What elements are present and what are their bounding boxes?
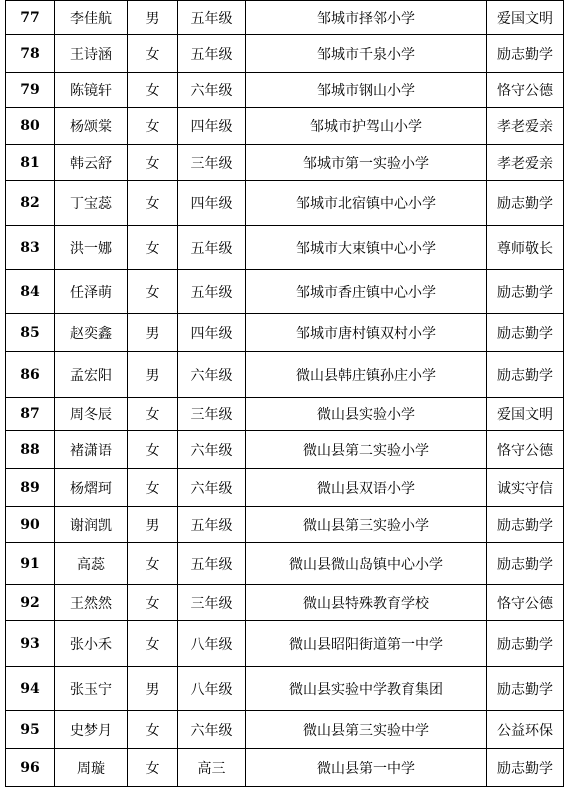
honor-category-cell: 励志勤学 <box>487 543 564 585</box>
row-number-cell: 89 <box>6 469 55 507</box>
table-row <box>6 398 564 431</box>
row-number-cell: 93 <box>6 621 55 667</box>
table-row <box>6 108 564 145</box>
student-grade-cell: 三年级 <box>178 398 246 431</box>
school-name-cell: 微山县韩庄镇孙庄小学 <box>246 352 487 398</box>
school-name-cell: 邹城市大束镇中心小学 <box>246 226 487 270</box>
student-name-cell: 王然然 <box>55 585 128 621</box>
row-number-cell: 85 <box>6 314 55 352</box>
row-number-cell: 94 <box>6 667 55 711</box>
student-sex-cell: 男 <box>128 667 178 711</box>
student-sex-cell: 男 <box>128 507 178 543</box>
student-name-cell: 韩云舒 <box>55 145 128 181</box>
student-sex-cell: 女 <box>128 145 178 181</box>
school-name-cell: 邹城市钢山小学 <box>246 73 487 108</box>
student-sex-cell: 女 <box>128 431 178 469</box>
row-number-cell: 87 <box>6 398 55 431</box>
student-sex-cell: 女 <box>128 621 178 667</box>
student-name-cell: 赵奕鑫 <box>55 314 128 352</box>
student-grade-cell: 高三 <box>178 749 246 787</box>
honor-category-cell: 励志勤学 <box>487 181 564 226</box>
honor-category-cell: 尊师敬长 <box>487 226 564 270</box>
school-name-cell: 邹城市择邻小学 <box>246 1 487 35</box>
student-name-cell: 谢润凯 <box>55 507 128 543</box>
table-row <box>6 145 564 181</box>
honor-category-cell: 孝老爱亲 <box>487 145 564 181</box>
table-row <box>6 1 564 35</box>
honor-category-cell: 励志勤学 <box>487 749 564 787</box>
student-name-cell: 杨熠珂 <box>55 469 128 507</box>
school-name-cell: 微山县微山岛镇中心小学 <box>246 543 487 585</box>
school-name-cell: 微山县双语小学 <box>246 469 487 507</box>
school-name-cell: 微山县实验中学教育集团 <box>246 667 487 711</box>
school-name-cell: 微山县昭阳街道第一中学 <box>246 621 487 667</box>
row-number-cell: 83 <box>6 226 55 270</box>
table-row <box>6 181 564 226</box>
row-number-cell: 77 <box>6 1 55 35</box>
table-row <box>6 543 564 585</box>
student-name-cell: 周冬辰 <box>55 398 128 431</box>
student-name-cell: 李佳航 <box>55 1 128 35</box>
student-name-cell: 王诗涵 <box>55 35 128 73</box>
student-grade-cell: 六年级 <box>178 352 246 398</box>
table-body <box>6 1 564 787</box>
table-row <box>6 314 564 352</box>
student-sex-cell: 女 <box>128 749 178 787</box>
row-number-cell: 92 <box>6 585 55 621</box>
school-name-cell: 微山县特殊教育学校 <box>246 585 487 621</box>
student-sex-cell: 女 <box>128 73 178 108</box>
honor-category-cell: 励志勤学 <box>487 270 564 314</box>
student-name-cell: 高蕊 <box>55 543 128 585</box>
student-sex-cell: 女 <box>128 35 178 73</box>
honor-category-cell: 励志勤学 <box>487 507 564 543</box>
row-number-cell: 95 <box>6 711 55 749</box>
table-row <box>6 507 564 543</box>
student-grade-cell: 六年级 <box>178 431 246 469</box>
student-sex-cell: 女 <box>128 711 178 749</box>
row-number-cell: 90 <box>6 507 55 543</box>
student-grade-cell: 五年级 <box>178 1 246 35</box>
school-name-cell: 邹城市护驾山小学 <box>246 108 487 145</box>
school-name-cell: 邹城市第一实验小学 <box>246 145 487 181</box>
table-row <box>6 431 564 469</box>
school-name-cell: 邹城市千泉小学 <box>246 35 487 73</box>
student-grade-cell: 六年级 <box>178 711 246 749</box>
student-name-cell: 孟宏阳 <box>55 352 128 398</box>
student-name-cell: 褚潇语 <box>55 431 128 469</box>
row-number-cell: 82 <box>6 181 55 226</box>
honor-category-cell: 励志勤学 <box>487 667 564 711</box>
row-number-cell: 79 <box>6 73 55 108</box>
table-row <box>6 585 564 621</box>
student-grade-cell: 五年级 <box>178 507 246 543</box>
student-sex-cell: 女 <box>128 270 178 314</box>
student-name-cell: 张小禾 <box>55 621 128 667</box>
student-grade-cell: 八年级 <box>178 667 246 711</box>
student-grade-cell: 六年级 <box>178 73 246 108</box>
honor-category-cell: 励志勤学 <box>487 621 564 667</box>
student-name-cell: 任泽萌 <box>55 270 128 314</box>
student-grade-cell: 三年级 <box>178 145 246 181</box>
student-name-cell: 杨颂棠 <box>55 108 128 145</box>
honor-category-cell: 爱国文明 <box>487 398 564 431</box>
table-row <box>6 35 564 73</box>
student-sex-cell: 男 <box>128 314 178 352</box>
honor-category-cell: 爱国文明 <box>487 1 564 35</box>
table-row <box>6 73 564 108</box>
school-name-cell: 邹城市北宿镇中心小学 <box>246 181 487 226</box>
row-number-cell: 96 <box>6 749 55 787</box>
student-name-cell: 洪一娜 <box>55 226 128 270</box>
student-sex-cell: 女 <box>128 469 178 507</box>
student-sex-cell: 女 <box>128 543 178 585</box>
row-number-cell: 81 <box>6 145 55 181</box>
student-sex-cell: 女 <box>128 181 178 226</box>
row-number-cell: 80 <box>6 108 55 145</box>
honor-list-table <box>5 0 564 787</box>
row-number-cell: 78 <box>6 35 55 73</box>
student-sex-cell: 男 <box>128 352 178 398</box>
student-sex-cell: 男 <box>128 1 178 35</box>
school-name-cell: 邹城市唐村镇双村小学 <box>246 314 487 352</box>
student-sex-cell: 女 <box>128 226 178 270</box>
honor-category-cell: 励志勤学 <box>487 35 564 73</box>
school-name-cell: 微山县第三实验小学 <box>246 507 487 543</box>
student-sex-cell: 女 <box>128 108 178 145</box>
student-grade-cell: 四年级 <box>178 108 246 145</box>
table-row <box>6 711 564 749</box>
student-grade-cell: 五年级 <box>178 35 246 73</box>
school-name-cell: 邹城市香庄镇中心小学 <box>246 270 487 314</box>
student-name-cell: 丁宝蕊 <box>55 181 128 226</box>
table-row <box>6 469 564 507</box>
table-row <box>6 352 564 398</box>
student-grade-cell: 八年级 <box>178 621 246 667</box>
school-name-cell: 微山县第三实验中学 <box>246 711 487 749</box>
student-name-cell: 周璇 <box>55 749 128 787</box>
table-row <box>6 621 564 667</box>
row-number-cell: 86 <box>6 352 55 398</box>
table-row <box>6 749 564 787</box>
honor-category-cell: 孝老爱亲 <box>487 108 564 145</box>
student-grade-cell: 四年级 <box>178 181 246 226</box>
student-grade-cell: 五年级 <box>178 543 246 585</box>
student-grade-cell: 六年级 <box>178 469 246 507</box>
table-row <box>6 667 564 711</box>
table-row <box>6 226 564 270</box>
student-name-cell: 张玉宁 <box>55 667 128 711</box>
row-number-cell: 88 <box>6 431 55 469</box>
honor-category-cell: 恪守公德 <box>487 585 564 621</box>
row-number-cell: 84 <box>6 270 55 314</box>
row-number-cell: 91 <box>6 543 55 585</box>
student-grade-cell: 五年级 <box>178 226 246 270</box>
student-name-cell: 陈镜轩 <box>55 73 128 108</box>
school-name-cell: 微山县第一中学 <box>246 749 487 787</box>
honor-category-cell: 恪守公德 <box>487 431 564 469</box>
honor-category-cell: 励志勤学 <box>487 314 564 352</box>
table-row <box>6 270 564 314</box>
student-name-cell: 史梦月 <box>55 711 128 749</box>
student-sex-cell: 女 <box>128 398 178 431</box>
honor-category-cell: 恪守公德 <box>487 73 564 108</box>
student-grade-cell: 四年级 <box>178 314 246 352</box>
honor-category-cell: 公益环保 <box>487 711 564 749</box>
honor-category-cell: 诚实守信 <box>487 469 564 507</box>
school-name-cell: 微山县实验小学 <box>246 398 487 431</box>
student-grade-cell: 五年级 <box>178 270 246 314</box>
school-name-cell: 微山县第二实验小学 <box>246 431 487 469</box>
honor-category-cell: 励志勤学 <box>487 352 564 398</box>
student-sex-cell: 女 <box>128 585 178 621</box>
student-grade-cell: 三年级 <box>178 585 246 621</box>
document-sheet <box>5 0 564 787</box>
